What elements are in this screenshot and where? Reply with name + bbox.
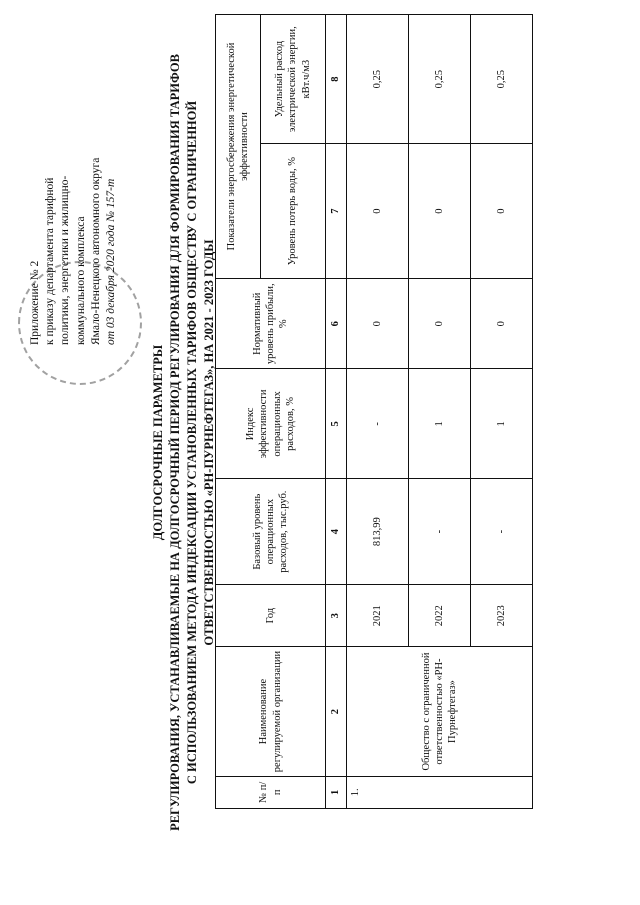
title-line: РЕГУЛИРОВАНИЯ, УСТАНАВЛИВАЕМЫЕ НА ДОЛГОСРОЧНЫЙ ПЕРИОД РЕГУЛИРОВАНИЯ ДЛЯ ФОРМИРОВАНИЯ ТАРИФОВ [167, 54, 182, 831]
cell-index: 1 [471, 369, 533, 479]
document-title [150, 20, 218, 865]
row-number: 1. [347, 776, 533, 808]
column-numbers-row [326, 15, 347, 809]
annex-line: Ямало-Ненецкого автономного округа [89, 157, 102, 345]
cell-profit: 0 [409, 279, 471, 369]
column-number: 1 [326, 776, 347, 808]
header-base: Базовый уровень операционных расходов, тыс.руб. [216, 479, 326, 585]
annex-number: Приложение № 2 [29, 260, 41, 345]
column-number: 8 [326, 15, 347, 144]
annex-line: политики, энергетики и жилищно- [59, 175, 72, 345]
cell-index: - [347, 369, 409, 479]
cell-profit: 0 [347, 279, 409, 369]
cell-year: 2023 [471, 584, 533, 646]
cell-profit: 0 [471, 279, 533, 369]
header-year: Год [216, 584, 326, 646]
cell-spec: 0,25 [471, 15, 533, 144]
header-index: Индекс эффективности операционных расходов, % [216, 369, 326, 479]
title-line: ДОЛГОСРОЧНЫЕ ПАРАМЕТРЫ [151, 344, 165, 541]
column-number: 3 [326, 584, 347, 646]
column-number: 6 [326, 279, 347, 369]
column-number: 7 [326, 144, 347, 279]
header-energy: Показатели энергосбережения энергетической эффективности [216, 15, 261, 279]
title-line: ОТВЕТСТВЕННОСТЬЮ «РН-ПУРНЕФТЕГАЗ», НА 2021 - 2023 ГОДЫ [201, 239, 216, 646]
cell-loss: 0 [471, 144, 533, 279]
header-n: № п/п [216, 776, 326, 808]
organization-name: Общество с ограниченной ответственностью «РН-Пурнефтегаз» [347, 647, 533, 776]
title-line: С ИСПОЛЬЗОВАНИЕМ МЕТОДА ИНДЕКСАЦИИ УСТАНОВЛЕННЫХ ТАРИФОВ ОБЩЕСТВУ С ОГРАНИЧЕННОЙ [184, 100, 199, 785]
annex-line: к приказу департамента тарифной [44, 177, 57, 345]
cell-loss: 0 [347, 144, 409, 279]
cell-loss: 0 [409, 144, 471, 279]
cell-base: - [409, 479, 471, 585]
annex-line: коммунального комплекса [74, 216, 87, 345]
column-number: 5 [326, 369, 347, 479]
column-number: 2 [326, 647, 347, 776]
cell-year: 2022 [409, 584, 471, 646]
parameters-table [215, 14, 533, 809]
cell-year: 2021 [347, 584, 409, 646]
cell-base: 813,99 [347, 479, 409, 585]
cell-spec: 0,25 [409, 15, 471, 144]
table-row [347, 15, 409, 809]
table-header-row [216, 15, 261, 809]
column-number: 4 [326, 479, 347, 585]
header-spec: Удельный расход электрической энергии, кВт.ч/м3 [261, 15, 326, 144]
header-profit: Нормативный уровень прибыли, % [216, 279, 326, 369]
header-loss: Уровень потерь воды, % [261, 144, 326, 279]
cell-base: - [471, 479, 533, 585]
header-org: Наименование регулируемой организации [216, 647, 326, 776]
cell-index: 1 [409, 369, 471, 479]
cell-spec: 0,25 [347, 15, 409, 144]
annex-date-number: от 03 декабря 2020 года № 157-т [104, 178, 117, 345]
annex-header [28, 45, 119, 345]
